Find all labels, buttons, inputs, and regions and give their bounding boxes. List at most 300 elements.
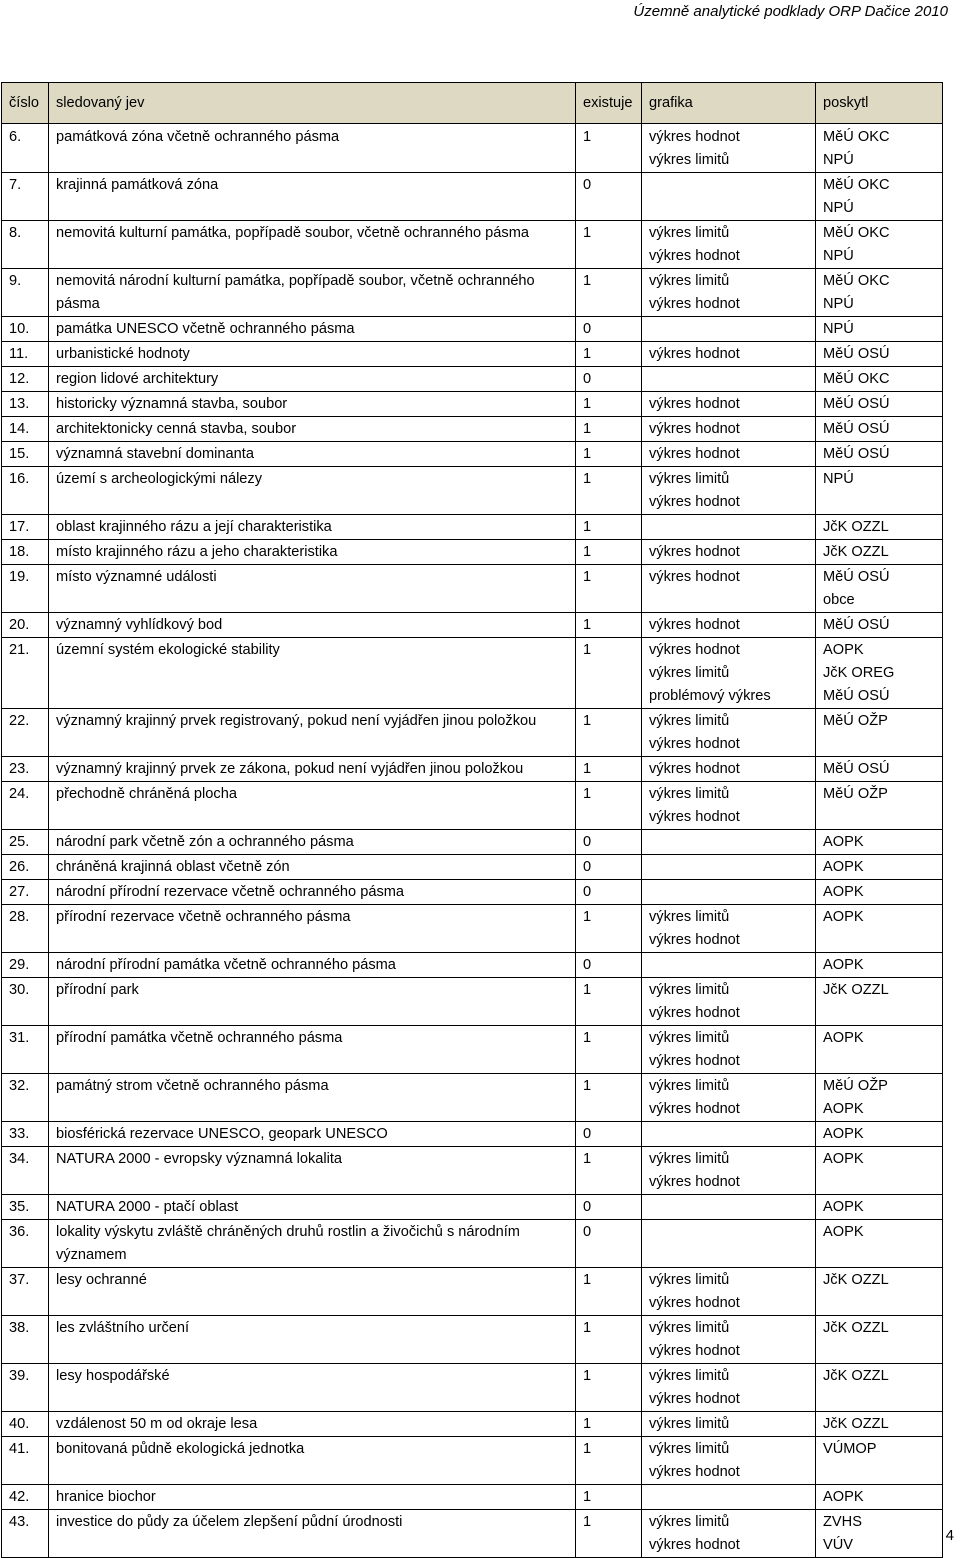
grafika-item: výkres hodnot (649, 569, 740, 585)
cell-cislo: 18. (2, 540, 49, 565)
cell-poskytl (816, 1220, 943, 1268)
cell-sledovany-jev: přírodní park (49, 978, 576, 1026)
grafika-item: výkres hodnot (649, 809, 740, 825)
cell-cislo: 29. (2, 953, 49, 978)
grafika-item: výkres limitů (649, 225, 730, 241)
cell-cislo: 43. (2, 1510, 49, 1558)
table-row (2, 1485, 943, 1510)
table-row (2, 830, 943, 855)
poskytl-item: AOPK (823, 859, 864, 875)
poskytl-item: VÚV (823, 1537, 854, 1553)
grafika-item: výkres limitů (649, 1514, 730, 1530)
cell-grafika (642, 1316, 816, 1364)
cell-poskytl (816, 782, 943, 830)
cell-poskytl (816, 905, 943, 953)
poskytl-item: AOPK (823, 884, 864, 900)
cell-grafika (642, 565, 816, 613)
poskytl-item: MěÚ OSÚ (823, 446, 890, 462)
cell-grafika (642, 1510, 816, 1558)
cell-cislo: 30. (2, 978, 49, 1026)
grafika-item: výkres hodnot (649, 544, 740, 560)
cell-poskytl (816, 1364, 943, 1412)
cell-poskytl (816, 124, 943, 173)
cell-sledovany-jev: lesy hospodářské (49, 1364, 576, 1412)
cell-cislo: 17. (2, 515, 49, 540)
cell-grafika (642, 515, 816, 540)
cell-sledovany-jev: biosférická rezervace UNESCO, geopark UNESCO (49, 1122, 576, 1147)
cell-grafika (642, 342, 816, 367)
cell-existuje: 1 (576, 124, 642, 173)
grafika-item: výkres hodnot (649, 1295, 740, 1311)
cell-sledovany-jev: územní systém ekologické stability (49, 638, 576, 709)
poskytl-item: JčK OZZL (823, 519, 889, 535)
cell-grafika (642, 1026, 816, 1074)
cell-cislo: 20. (2, 613, 49, 638)
cell-existuje: 1 (576, 782, 642, 830)
poskytl-item: MěÚ OKC (823, 273, 890, 289)
cell-grafika (642, 1412, 816, 1437)
cell-grafika (642, 1268, 816, 1316)
cell-sledovany-jev: národní přírodní rezervace včetně ochranného pásma (49, 880, 576, 905)
poskytl-item: JčK OREG (823, 665, 895, 681)
column-header-grafika: grafika (642, 83, 816, 124)
grafika-item: výkres hodnot (649, 421, 740, 437)
cell-existuje: 1 (576, 221, 642, 269)
cell-grafika (642, 1195, 816, 1220)
cell-poskytl (816, 1122, 943, 1147)
grafika-item: výkres limitů (649, 1441, 730, 1457)
table-row (2, 342, 943, 367)
table-row (2, 1510, 943, 1558)
grafika-item: výkres limitů (649, 1272, 730, 1288)
table-row (2, 467, 943, 515)
cell-poskytl (816, 342, 943, 367)
cell-poskytl (816, 442, 943, 467)
grafika-item: výkres hodnot (649, 129, 740, 145)
cell-existuje: 1 (576, 978, 642, 1026)
cell-grafika (642, 467, 816, 515)
grafika-item: výkres hodnot (649, 1101, 740, 1117)
cell-poskytl (816, 1412, 943, 1437)
poskytl-item: NPÚ (823, 248, 854, 264)
table-row (2, 1074, 943, 1122)
table-row (2, 317, 943, 342)
cell-sledovany-jev: památka UNESCO včetně ochranného pásma (49, 317, 576, 342)
table-row (2, 709, 943, 757)
grafika-item: výkres hodnot (649, 296, 740, 312)
cell-grafika (642, 953, 816, 978)
poskytl-item: JčK OZZL (823, 1272, 889, 1288)
cell-poskytl (816, 1147, 943, 1195)
cell-poskytl (816, 367, 943, 392)
poskytl-item: AOPK (823, 1151, 864, 1167)
grafika-item: výkres limitů (649, 1078, 730, 1094)
cell-poskytl (816, 1510, 943, 1558)
poskytl-item: NPÚ (823, 200, 854, 216)
cell-cislo: 9. (2, 269, 49, 317)
cell-cislo: 26. (2, 855, 49, 880)
table-row (2, 1220, 943, 1268)
cell-existuje: 1 (576, 342, 642, 367)
cell-sledovany-jev: území s archeologickými nálezy (49, 467, 576, 515)
poskytl-item: MěÚ OSÚ (823, 421, 890, 437)
cell-poskytl (816, 1316, 943, 1364)
grafika-item: výkres hodnot (649, 1537, 740, 1553)
cell-existuje: 0 (576, 1122, 642, 1147)
poskytl-item: MěÚ OKC (823, 177, 890, 193)
cell-cislo: 11. (2, 342, 49, 367)
poskytl-item: MěÚ OSÚ (823, 761, 890, 777)
cell-existuje: 0 (576, 830, 642, 855)
cell-sledovany-jev: významný krajinný prvek registrovaný, pokud není vyjádřen jinou položkou (49, 709, 576, 757)
poskytl-item: AOPK (823, 834, 864, 850)
cell-poskytl (816, 221, 943, 269)
cell-sledovany-jev: místo významné události (49, 565, 576, 613)
poskytl-item: MěÚ OŽP (823, 1078, 888, 1094)
grafika-item: výkres limitů (649, 1320, 730, 1336)
cell-sledovany-jev: investice do půdy za účelem zlepšení půdní úrodnosti (49, 1510, 576, 1558)
cell-existuje: 1 (576, 757, 642, 782)
cell-existuje: 1 (576, 467, 642, 515)
cell-cislo: 24. (2, 782, 49, 830)
grafika-item: výkres limitů (649, 786, 730, 802)
cell-poskytl (816, 1195, 943, 1220)
cell-poskytl (816, 269, 943, 317)
cell-grafika (642, 905, 816, 953)
poskytl-item: NPÚ (823, 296, 854, 312)
column-header-poskytl: poskytl (816, 83, 943, 124)
grafika-item: výkres limitů (649, 665, 730, 681)
poskytl-item: MěÚ OSÚ (823, 396, 890, 412)
cell-cislo: 41. (2, 1437, 49, 1485)
poskytl-item: AOPK (823, 1101, 864, 1117)
cell-existuje: 1 (576, 1074, 642, 1122)
table-row (2, 1437, 943, 1485)
cell-poskytl (816, 978, 943, 1026)
cell-existuje: 1 (576, 1437, 642, 1485)
cell-sledovany-jev: významná stavební dominanta (49, 442, 576, 467)
document-header-title: Územně analytické podklady ORP Dačice 2010 (633, 3, 948, 20)
cell-poskytl (816, 953, 943, 978)
cell-grafika (642, 1074, 816, 1122)
poskytl-item: MěÚ OŽP (823, 786, 888, 802)
cell-sledovany-jev: les zvláštního určení (49, 1316, 576, 1364)
poskytl-item: AOPK (823, 1030, 864, 1046)
grafika-item: výkres limitů (649, 471, 730, 487)
cell-cislo: 36. (2, 1220, 49, 1268)
poskytl-item: MěÚ OŽP (823, 713, 888, 729)
cell-poskytl (816, 1074, 943, 1122)
grafika-item: výkres hodnot (649, 494, 740, 510)
table-row (2, 221, 943, 269)
table-row (2, 1364, 943, 1412)
table-row (2, 392, 943, 417)
poskytl-item: MěÚ OKC (823, 129, 890, 145)
grafika-item: výkres hodnot (649, 396, 740, 412)
cell-sledovany-jev: významný vyhlídkový bod (49, 613, 576, 638)
cell-cislo: 16. (2, 467, 49, 515)
table-row (2, 978, 943, 1026)
grafika-item: výkres limitů (649, 1151, 730, 1167)
cell-cislo: 10. (2, 317, 49, 342)
grafika-item: výkres hodnot (649, 761, 740, 777)
table-row (2, 782, 943, 830)
grafika-item: výkres limitů (649, 909, 730, 925)
cell-sledovany-jev: hranice biochor (49, 1485, 576, 1510)
cell-grafika (642, 417, 816, 442)
grafika-item: výkres hodnot (649, 736, 740, 752)
cell-cislo: 27. (2, 880, 49, 905)
cell-existuje: 0 (576, 317, 642, 342)
cell-sledovany-jev: přírodní památka včetně ochranného pásma (49, 1026, 576, 1074)
poskytl-item: MěÚ OSÚ (823, 569, 890, 585)
cell-existuje: 1 (576, 709, 642, 757)
cell-cislo: 38. (2, 1316, 49, 1364)
cell-poskytl (816, 1485, 943, 1510)
cell-existuje: 1 (576, 638, 642, 709)
cell-grafika (642, 124, 816, 173)
cell-poskytl (816, 540, 943, 565)
cell-cislo: 31. (2, 1026, 49, 1074)
grafika-item: výkres hodnot (649, 1005, 740, 1021)
grafika-item: výkres hodnot (649, 248, 740, 264)
cell-existuje: 1 (576, 565, 642, 613)
cell-sledovany-jev: krajinná památková zóna (49, 173, 576, 221)
poskytl-item: JčK OZZL (823, 544, 889, 560)
grafika-item: výkres limitů (649, 982, 730, 998)
cell-grafika (642, 613, 816, 638)
table-row (2, 124, 943, 173)
grafika-item: výkres hodnot (649, 1391, 740, 1407)
poskytl-item: JčK OZZL (823, 982, 889, 998)
cell-cislo: 13. (2, 392, 49, 417)
cell-cislo: 7. (2, 173, 49, 221)
cell-poskytl (816, 709, 943, 757)
cell-grafika (642, 978, 816, 1026)
cell-grafika (642, 830, 816, 855)
column-header-jev: sledovaný jev (49, 83, 576, 124)
poskytl-item: AOPK (823, 1126, 864, 1142)
cell-grafika (642, 757, 816, 782)
cell-cislo: 8. (2, 221, 49, 269)
poskytl-item: AOPK (823, 957, 864, 973)
cell-cislo: 34. (2, 1147, 49, 1195)
cell-sledovany-jev: přechodně chráněná plocha (49, 782, 576, 830)
cell-cislo: 15. (2, 442, 49, 467)
poskytl-item: obce (823, 592, 855, 608)
table-row (2, 367, 943, 392)
cell-sledovany-jev: lesy ochranné (49, 1268, 576, 1316)
cell-sledovany-jev: významný krajinný prvek ze zákona, pokud není vyjádřen jinou položkou (49, 757, 576, 782)
poskytl-item: MěÚ OSÚ (823, 346, 890, 362)
poskytl-item: MěÚ OSÚ (823, 688, 890, 704)
grafika-item: výkres hodnot (649, 1343, 740, 1359)
cell-sledovany-jev: oblast krajinného rázu a její charakteristika (49, 515, 576, 540)
cell-existuje: 0 (576, 855, 642, 880)
table-row (2, 1195, 943, 1220)
cell-existuje: 0 (576, 173, 642, 221)
cell-sledovany-jev: nemovitá kulturní památka, popřípadě soubor, včetně ochranného pásma (49, 221, 576, 269)
cell-cislo: 19. (2, 565, 49, 613)
grafika-item: výkres hodnot (649, 1464, 740, 1480)
cell-sledovany-jev: národní park včetně zón a ochranného pásma (49, 830, 576, 855)
column-header-cislo: číslo (2, 83, 49, 124)
grafika-item: výkres hodnot (649, 446, 740, 462)
cell-existuje: 0 (576, 953, 642, 978)
cell-existuje: 1 (576, 540, 642, 565)
grafika-item: problémový výkres (649, 688, 771, 704)
cell-poskytl (816, 392, 943, 417)
cell-grafika (642, 269, 816, 317)
cell-existuje: 1 (576, 442, 642, 467)
grafika-item: výkres hodnot (649, 1174, 740, 1190)
cell-cislo: 14. (2, 417, 49, 442)
cell-cislo: 33. (2, 1122, 49, 1147)
poskytl-item: NPÚ (823, 321, 854, 337)
poskytl-item: JčK OZZL (823, 1416, 889, 1432)
cell-cislo: 39. (2, 1364, 49, 1412)
cell-grafika (642, 1485, 816, 1510)
cell-sledovany-jev: nemovitá národní kulturní památka, popřípadě soubor, včetně ochranného pásma (49, 269, 576, 317)
table-row (2, 1412, 943, 1437)
cell-cislo: 6. (2, 124, 49, 173)
poskytl-item: MěÚ OSÚ (823, 617, 890, 633)
cell-poskytl (816, 417, 943, 442)
cell-existuje: 1 (576, 1147, 642, 1195)
table-row (2, 613, 943, 638)
cell-poskytl (816, 855, 943, 880)
cell-poskytl (816, 1437, 943, 1485)
table-row (2, 173, 943, 221)
cell-cislo: 42. (2, 1485, 49, 1510)
cell-existuje: 1 (576, 1026, 642, 1074)
table-row (2, 1026, 943, 1074)
table-row (2, 540, 943, 565)
cell-cislo: 37. (2, 1268, 49, 1316)
cell-sledovany-jev: historicky významná stavba, soubor (49, 392, 576, 417)
table-body (2, 124, 943, 1558)
grafika-item: výkres limitů (649, 273, 730, 289)
cell-cislo: 23. (2, 757, 49, 782)
cell-existuje: 1 (576, 905, 642, 953)
grafika-item: výkres hodnot (649, 346, 740, 362)
cell-grafika (642, 1122, 816, 1147)
data-table (1, 82, 943, 1558)
poskytl-item: AOPK (823, 642, 864, 658)
poskytl-item: NPÚ (823, 471, 854, 487)
cell-poskytl (816, 515, 943, 540)
cell-existuje: 1 (576, 1268, 642, 1316)
cell-cislo: 35. (2, 1195, 49, 1220)
cell-sledovany-jev: chráněná krajinná oblast včetně zón (49, 855, 576, 880)
cell-poskytl (816, 173, 943, 221)
table-row (2, 1268, 943, 1316)
cell-sledovany-jev: region lidové architektury (49, 367, 576, 392)
cell-sledovany-jev: národní přírodní památka včetně ochranného pásma (49, 953, 576, 978)
cell-grafika (642, 392, 816, 417)
table-row (2, 515, 943, 540)
grafika-item: výkres hodnot (649, 932, 740, 948)
grafika-item: výkres limitů (649, 713, 730, 729)
cell-existuje: 1 (576, 613, 642, 638)
grafika-item: výkres limitů (649, 1030, 730, 1046)
table-row (2, 1316, 943, 1364)
cell-sledovany-jev: urbanistické hodnoty (49, 342, 576, 367)
cell-grafika (642, 880, 816, 905)
cell-grafika (642, 1437, 816, 1485)
grafika-item: výkres limitů (649, 1416, 730, 1432)
poskytl-item: NPÚ (823, 152, 854, 168)
cell-poskytl (816, 757, 943, 782)
cell-sledovany-jev: architektonicky cenná stavba, soubor (49, 417, 576, 442)
cell-grafika (642, 442, 816, 467)
cell-existuje: 1 (576, 1412, 642, 1437)
cell-cislo: 25. (2, 830, 49, 855)
poskytl-item: JčK OZZL (823, 1320, 889, 1336)
cell-poskytl (816, 638, 943, 709)
cell-poskytl (816, 613, 943, 638)
cell-existuje: 1 (576, 269, 642, 317)
table-row (2, 565, 943, 613)
column-header-existuje: existuje (576, 83, 642, 124)
poskytl-item: VÚMOP (823, 1441, 877, 1457)
cell-sledovany-jev: místo krajinného rázu a jeho charakteristika (49, 540, 576, 565)
cell-poskytl (816, 565, 943, 613)
table-row (2, 1122, 943, 1147)
cell-grafika (642, 1220, 816, 1268)
cell-grafika (642, 540, 816, 565)
poskytl-item: MěÚ OKC (823, 371, 890, 387)
cell-poskytl (816, 1026, 943, 1074)
table-row (2, 880, 943, 905)
cell-sledovany-jev: NATURA 2000 - ptačí oblast (49, 1195, 576, 1220)
cell-grafika (642, 1147, 816, 1195)
cell-cislo: 32. (2, 1074, 49, 1122)
cell-poskytl (816, 880, 943, 905)
cell-cislo: 21. (2, 638, 49, 709)
cell-grafika (642, 221, 816, 269)
table-row (2, 269, 943, 317)
cell-existuje: 0 (576, 367, 642, 392)
cell-sledovany-jev: přírodní rezervace včetně ochranného pásma (49, 905, 576, 953)
cell-grafika (642, 367, 816, 392)
poskytl-item: AOPK (823, 1489, 864, 1505)
cell-cislo: 40. (2, 1412, 49, 1437)
table-row (2, 417, 943, 442)
table-row (2, 905, 943, 953)
cell-existuje: 0 (576, 1220, 642, 1268)
cell-sledovany-jev: lokality výskytu zvláště chráněných druhů rostlin a živočichů s národním významem (49, 1220, 576, 1268)
table-header-row (2, 83, 943, 124)
page-number: 4 (945, 1527, 954, 1544)
cell-grafika (642, 782, 816, 830)
grafika-item: výkres hodnot (649, 1053, 740, 1069)
cell-cislo: 28. (2, 905, 49, 953)
cell-existuje: 0 (576, 880, 642, 905)
cell-sledovany-jev: památková zóna včetně ochranného pásma (49, 124, 576, 173)
cell-sledovany-jev: bonitovaná půdně ekologická jednotka (49, 1437, 576, 1485)
table-row (2, 1147, 943, 1195)
grafika-item: výkres limitů (649, 152, 730, 168)
poskytl-item: AOPK (823, 1199, 864, 1215)
poskytl-item: AOPK (823, 909, 864, 925)
cell-existuje: 1 (576, 1364, 642, 1412)
cell-cislo: 22. (2, 709, 49, 757)
poskytl-item: JčK OZZL (823, 1368, 889, 1384)
cell-grafika (642, 709, 816, 757)
cell-grafika (642, 638, 816, 709)
cell-existuje: 1 (576, 515, 642, 540)
